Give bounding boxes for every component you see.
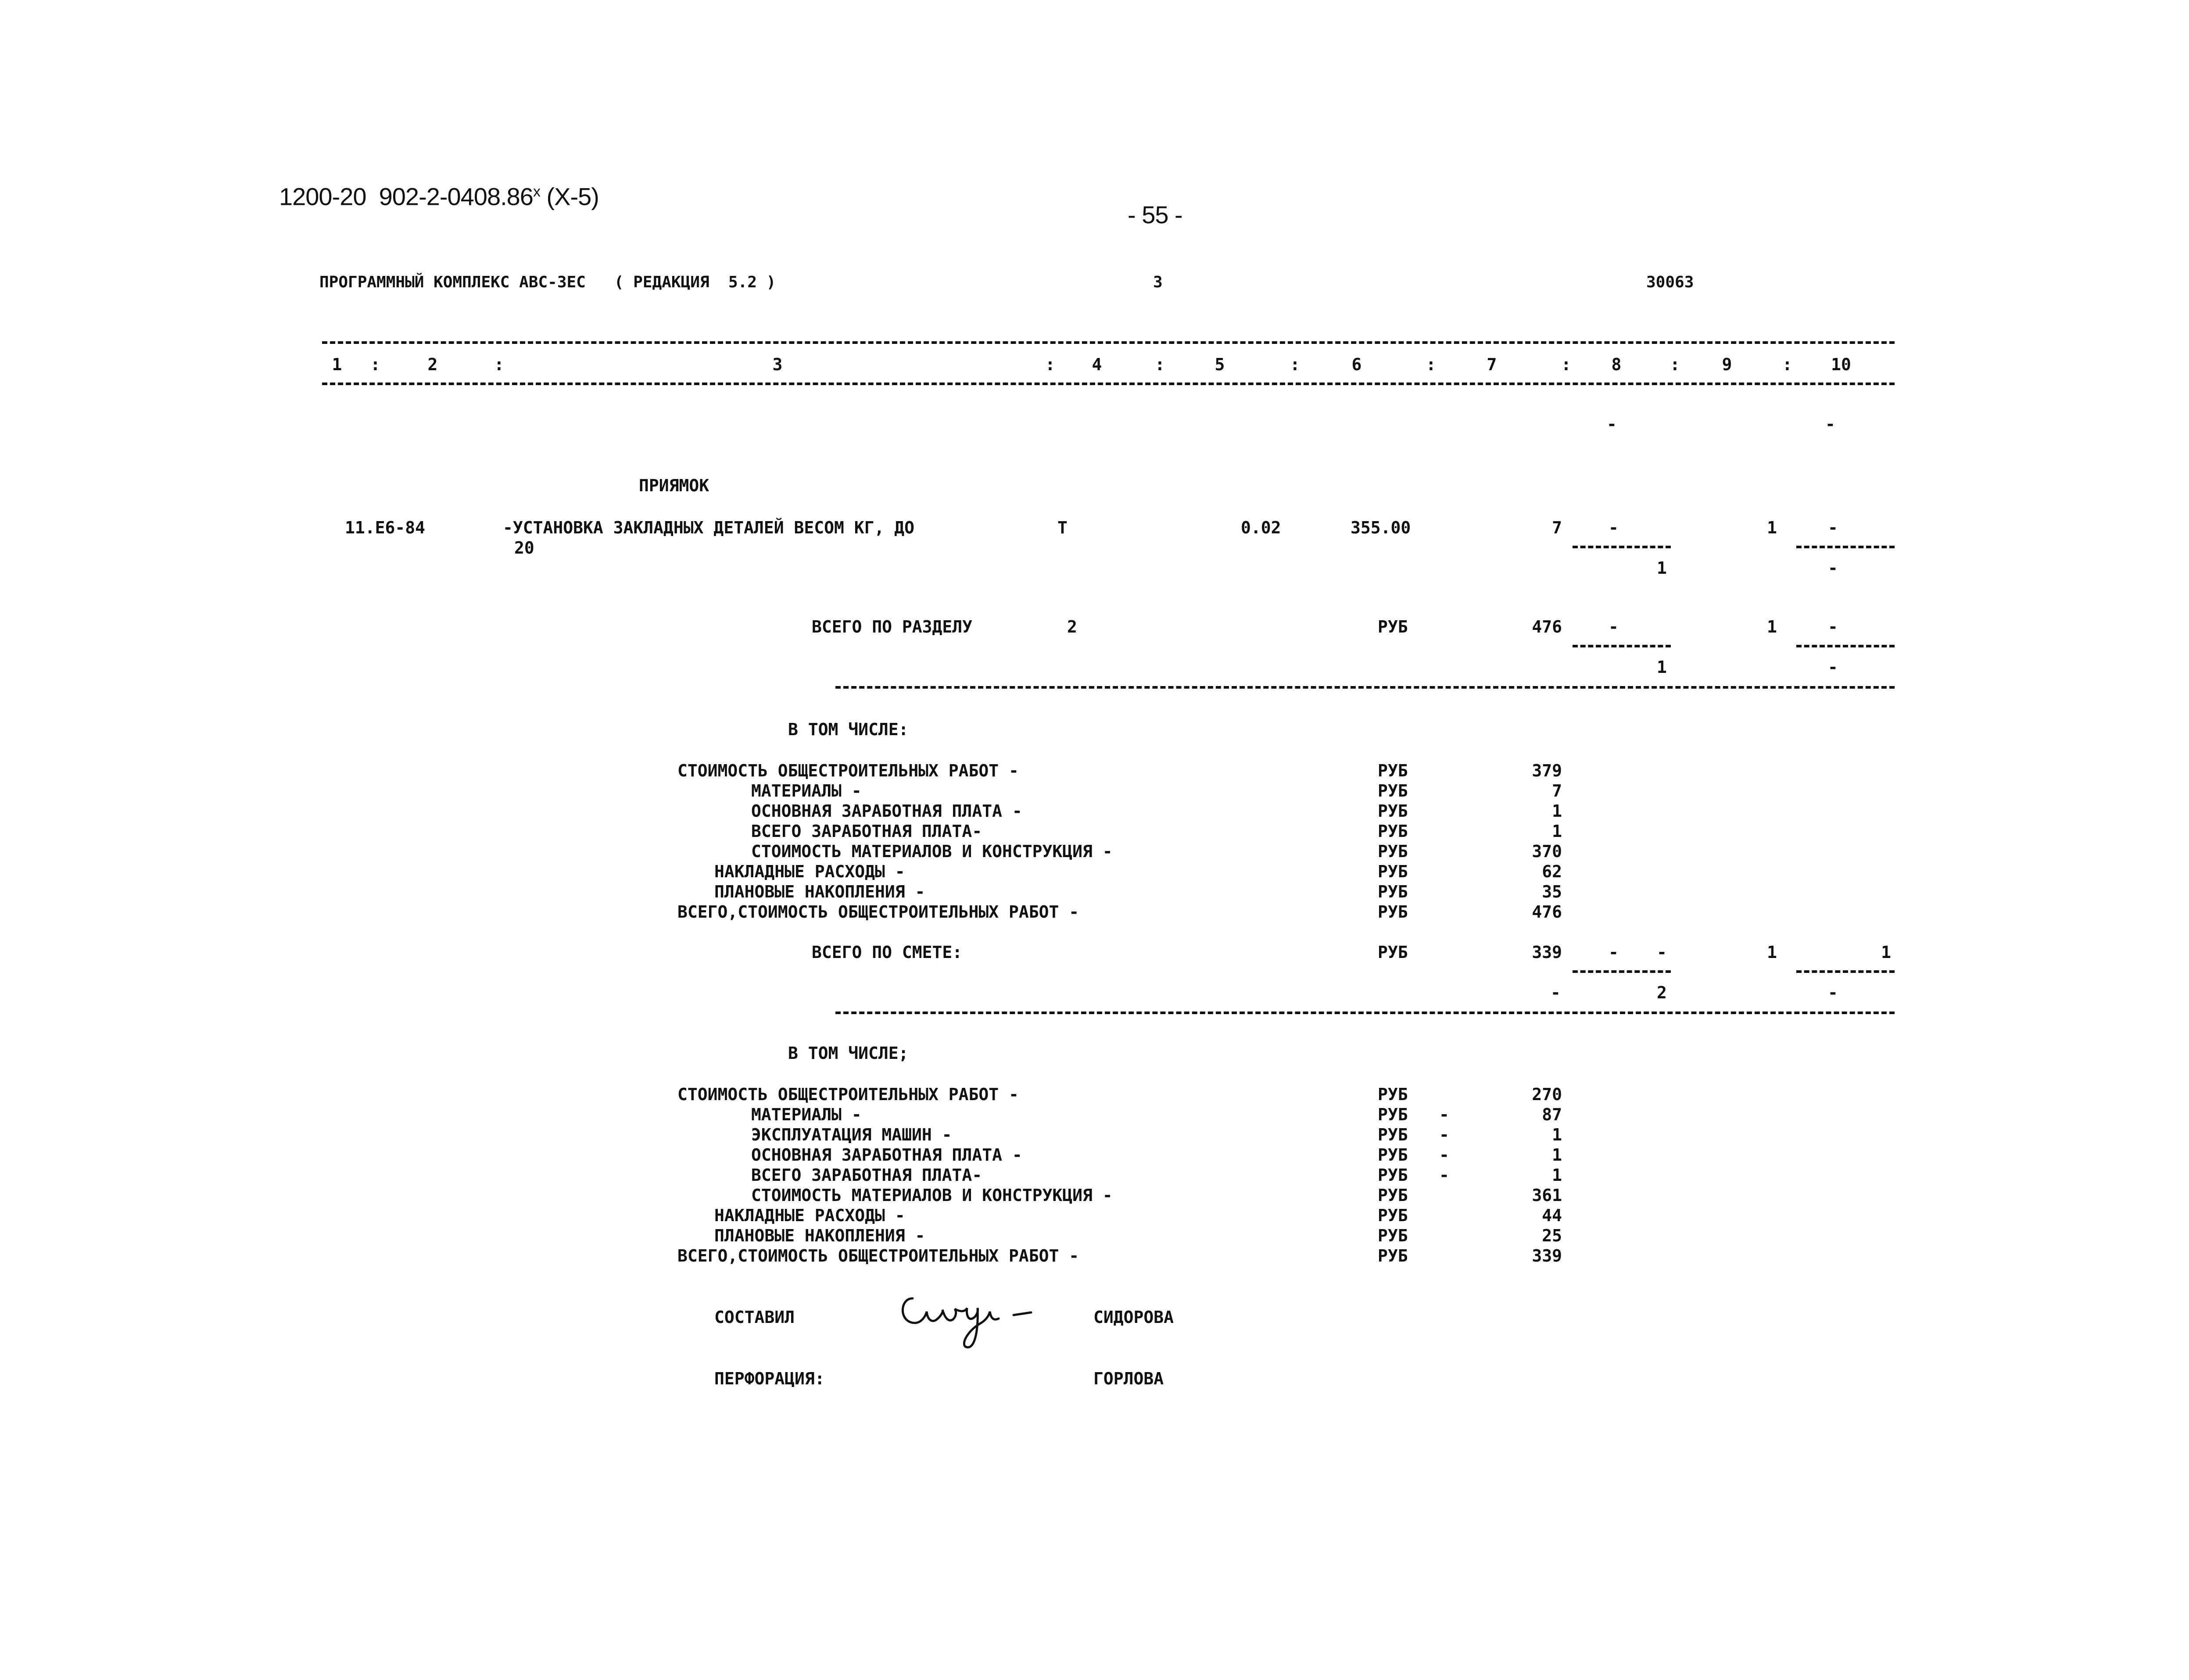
- estimate-total-col10: 1: [1881, 943, 1891, 962]
- estimate-total-lower-b: 2: [1657, 983, 1667, 1002]
- breakdown-label: ВСЕГО,СТОИМОСТЬ ОБЩЕСТРОИТЕЛЬНЫХ РАБОТ -: [677, 1246, 1079, 1265]
- column-separator: :: [1670, 355, 1680, 374]
- breakdown-unit: РУБ: [1378, 1246, 1408, 1265]
- item-quantity: 0.02: [1241, 518, 1281, 537]
- perforation-name: ГОРЛОВА: [1093, 1369, 1164, 1388]
- sheet-number: 3: [1153, 273, 1163, 291]
- breakdown-label: ВСЕГО ЗАРАБОТНАЯ ПЛАТА-: [751, 822, 982, 841]
- breakdown-unit: РУБ: [1378, 1165, 1408, 1185]
- breakdown-value: 1: [1552, 801, 1562, 821]
- breakdown-unit: РУБ: [1378, 1085, 1408, 1104]
- breakdown-label: ПЛАНОВЫЕ НАКОПЛЕНИЯ -: [714, 882, 925, 901]
- section-rule: [835, 686, 1895, 689]
- column-header: 1: [332, 355, 342, 374]
- signature: [895, 1281, 1044, 1360]
- breakdown-value: 1: [1552, 822, 1562, 841]
- breakdown-label: СТОИМОСТЬ ОБЩЕСТРОИТЕЛЬНЫХ РАБОТ -: [677, 1085, 1019, 1104]
- breakdown-label: СТОИМОСТЬ ОБЩЕСТРОИТЕЛЬНЫХ РАБОТ -: [677, 761, 1019, 780]
- column-header: 10: [1831, 355, 1851, 374]
- item-col10-underline: [1796, 546, 1895, 548]
- column-separator: :: [1045, 355, 1055, 374]
- top-mark-col8: -: [1607, 415, 1617, 434]
- document-code: 1200-20 902-2-0408.86$^x$ (X-5): [279, 182, 599, 211]
- section-title: ПРИЯМОК: [639, 476, 709, 495]
- breakdown-value: 35: [1542, 882, 1562, 901]
- compiled-name: СИДОРОВА: [1093, 1308, 1174, 1327]
- column-header: 6: [1351, 355, 1362, 374]
- breakdown-unit: РУБ: [1378, 1125, 1408, 1144]
- estimate-total-lower-a: -: [1551, 983, 1561, 1002]
- item-col10-lower: -: [1828, 558, 1838, 578]
- breakdown-value: 1: [1552, 1165, 1562, 1185]
- breakdown-label: МАТЕРИАЛЫ -: [751, 1105, 862, 1124]
- breakdown-value: 87: [1542, 1105, 1562, 1124]
- breakdown-unit: РУБ: [1378, 862, 1408, 881]
- breakdown-title: В ТОМ ЧИСЛЕ:: [788, 720, 909, 739]
- estimate-total-label: ВСЕГО ПО СМЕТЕ:: [812, 943, 963, 962]
- section-total-col8-underline: [1573, 645, 1671, 647]
- breakdown-value: 25: [1542, 1226, 1562, 1245]
- column-separator: :: [1782, 355, 1792, 374]
- item-total: 7: [1552, 518, 1562, 537]
- column-header: 9: [1722, 355, 1732, 374]
- breakdown-label: МАТЕРИАЛЫ -: [751, 781, 862, 801]
- breakdown-label: ОСНОВНАЯ ЗАРАБОТНАЯ ПЛАТА -: [751, 1145, 1022, 1165]
- section-total-col10-underline: [1796, 645, 1895, 647]
- breakdown-unit: РУБ: [1378, 1206, 1408, 1225]
- breakdown-unit: РУБ: [1378, 822, 1408, 841]
- column-separator: :: [1561, 355, 1571, 374]
- breakdown-unit: РУБ: [1378, 801, 1408, 821]
- breakdown-mark: -: [1439, 1165, 1449, 1185]
- table-header-rule: [322, 382, 1895, 385]
- item-name: -УСТАНОВКА ЗАКЛАДНЫХ ДЕТАЛЕЙ ВЕСОМ КГ, ДО: [503, 518, 914, 537]
- breakdown-unit: РУБ: [1378, 761, 1408, 780]
- breakdown-label: ВСЕГО ЗАРАБОТНАЯ ПЛАТА-: [751, 1165, 982, 1185]
- section-total-col8: -: [1609, 617, 1619, 636]
- section-total-number: 2: [1067, 617, 1077, 636]
- breakdown-label: ВСЕГО,СТОИМОСТЬ ОБЩЕСТРОИТЕЛЬНЫХ РАБОТ -: [677, 902, 1079, 922]
- breakdown-value: 1: [1552, 1125, 1562, 1144]
- item-col8: -: [1609, 518, 1619, 537]
- estimate-total-col8-underline: [1573, 970, 1671, 973]
- breakdown-value: 44: [1542, 1206, 1562, 1225]
- estimate-total-value: 339: [1532, 943, 1562, 962]
- column-separator: :: [1426, 355, 1436, 374]
- breakdown-unit: РУБ: [1378, 1145, 1408, 1165]
- breakdown-mark: -: [1439, 1125, 1449, 1144]
- breakdown-unit: РУБ: [1378, 902, 1408, 922]
- item-unit: Т: [1057, 518, 1068, 537]
- breakdown-label: ПЛАНОВЫЕ НАКОПЛЕНИЯ -: [714, 1226, 925, 1245]
- breakdown-value: 476: [1532, 902, 1562, 922]
- section-total-col8-lower: 1: [1657, 658, 1667, 677]
- estimate-total-col8a: -: [1609, 943, 1619, 962]
- perforation-label: ПЕРФОРАЦИЯ:: [714, 1369, 825, 1388]
- estimate-total-unit: РУБ: [1378, 943, 1408, 962]
- section-total-unit: РУБ: [1378, 617, 1408, 636]
- breakdown-label: ОСНОВНАЯ ЗАРАБОТНАЯ ПЛАТА -: [751, 801, 1022, 821]
- breakdown-value: 270: [1532, 1085, 1562, 1104]
- column-separator: :: [370, 355, 380, 374]
- breakdown-value: 1: [1552, 1145, 1562, 1165]
- estimate-total-col8b: -: [1657, 943, 1667, 962]
- item-price: 355.00: [1351, 518, 1411, 537]
- breakdown-unit: РУБ: [1378, 842, 1408, 861]
- item-col10: -: [1828, 518, 1838, 537]
- column-header: 8: [1611, 355, 1622, 374]
- breakdown-value: 339: [1532, 1246, 1562, 1265]
- breakdown-unit: РУБ: [1378, 1226, 1408, 1245]
- section-total-value: 476: [1532, 617, 1562, 636]
- column-header: 4: [1092, 355, 1102, 374]
- estimate-total-lower-c: -: [1828, 983, 1838, 1002]
- compiled-label: СОСТАВИЛ: [714, 1308, 795, 1327]
- section-total-label: ВСЕГО ПО РАЗДЕЛУ: [812, 617, 973, 636]
- section-total-col10-lower: -: [1828, 658, 1838, 677]
- breakdown-unit: РУБ: [1378, 882, 1408, 901]
- estimate-total-col10-underline: [1796, 970, 1895, 973]
- page-number: - 55 -: [1128, 201, 1182, 229]
- column-separator: :: [1290, 355, 1300, 374]
- breakdown-value: 361: [1532, 1186, 1562, 1205]
- program-code: 30063: [1646, 273, 1694, 291]
- table-top-rule: [322, 341, 1895, 344]
- column-header: 5: [1215, 355, 1225, 374]
- breakdown-value: 62: [1542, 862, 1562, 881]
- top-mark-col10: -: [1825, 415, 1835, 434]
- breakdown-value: 379: [1532, 761, 1562, 780]
- breakdown-mark: -: [1439, 1105, 1449, 1124]
- item-name-continuation: 20: [514, 538, 534, 558]
- item-col8-underline: [1573, 546, 1671, 548]
- estimate-rule: [835, 1012, 1895, 1014]
- column-header: 2: [427, 355, 438, 374]
- estimate-total-col9: 1: [1767, 943, 1777, 962]
- breakdown-label: СТОИМОСТЬ МАТЕРИАЛОВ И КОНСТРУКЦИЯ -: [751, 1186, 1113, 1205]
- breakdown-unit: РУБ: [1378, 1105, 1408, 1124]
- breakdown-mark: -: [1439, 1145, 1449, 1165]
- item-col8-lower: 1: [1657, 558, 1667, 578]
- item-code: 11.Е6-84: [345, 518, 426, 537]
- breakdown-title: В ТОМ ЧИСЛЕ;: [788, 1044, 909, 1063]
- breakdown-label: ЭКСПЛУАТАЦИЯ МАШИН -: [751, 1125, 952, 1144]
- program-title: ПРОГРАММНЫЙ КОМПЛЕКС АВС-3ЕС ( РЕДАКЦИЯ 5.2 ): [319, 273, 776, 291]
- column-header: 7: [1487, 355, 1497, 374]
- breakdown-label: НАКЛАДНЫЕ РАСХОДЫ -: [714, 1206, 905, 1225]
- column-header: 3: [772, 355, 783, 374]
- breakdown-label: НАКЛАДНЫЕ РАСХОДЫ -: [714, 862, 905, 881]
- breakdown-unit: РУБ: [1378, 1186, 1408, 1205]
- breakdown-label: СТОИМОСТЬ МАТЕРИАЛОВ И КОНСТРУКЦИЯ -: [751, 842, 1113, 861]
- item-col9: 1: [1767, 518, 1777, 537]
- section-total-col10: -: [1828, 617, 1838, 636]
- section-total-col9: 1: [1767, 617, 1777, 636]
- breakdown-value: 370: [1532, 842, 1562, 861]
- breakdown-unit: РУБ: [1378, 781, 1408, 801]
- breakdown-value: 7: [1552, 781, 1562, 801]
- column-separator: :: [494, 355, 504, 374]
- column-separator: :: [1155, 355, 1165, 374]
